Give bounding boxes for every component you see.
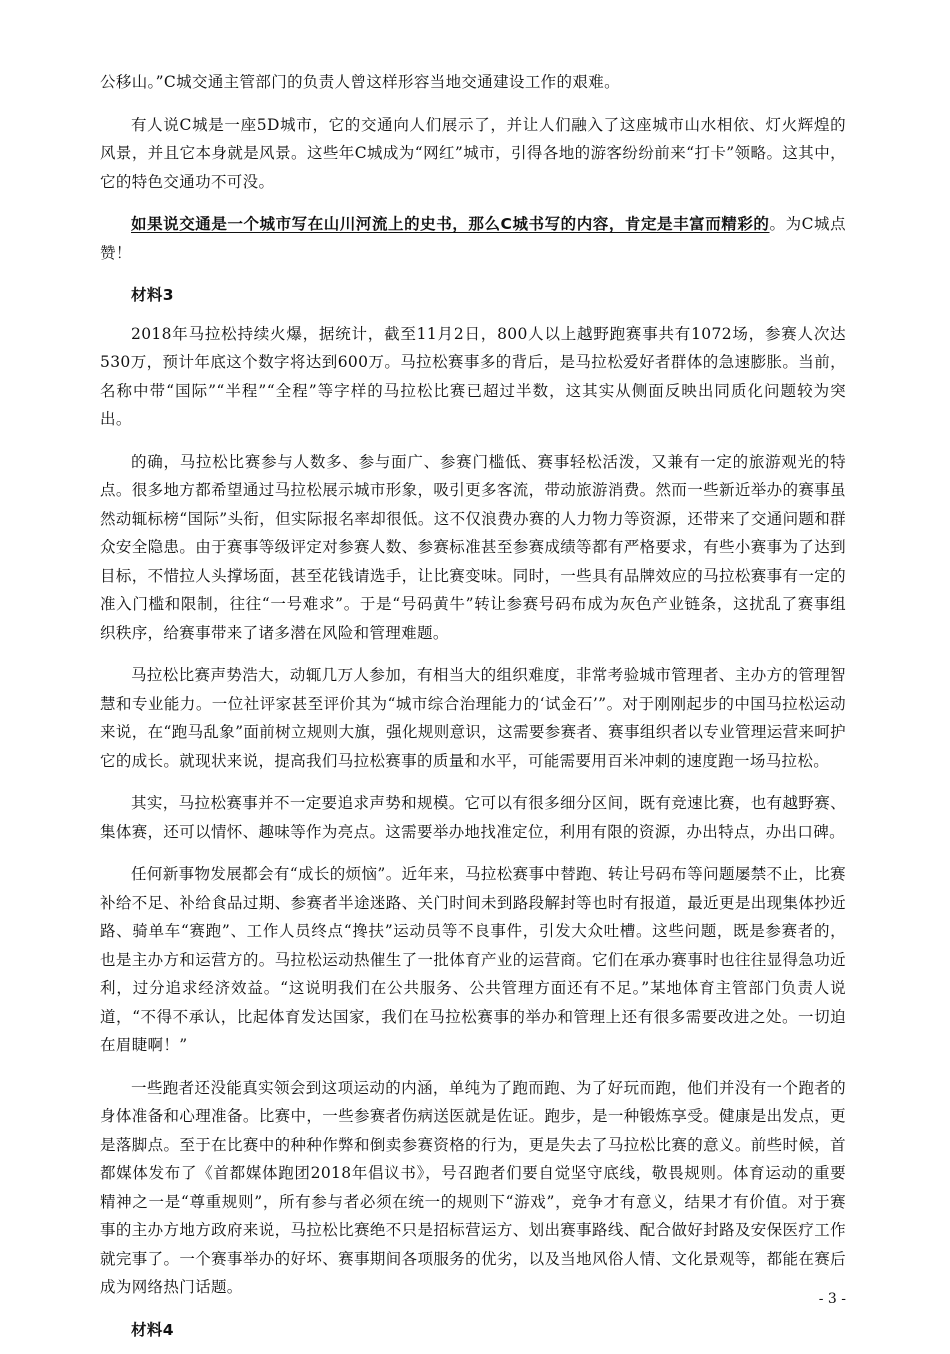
- heading-material-4: 材料4: [131, 1320, 174, 1339]
- paragraph-marathon-scale: 其实，马拉松赛事并不一定要追求声势和规模。它可以有很多细分区间，既有竞速比赛，也有越野赛、集体赛，还可以情怀、趣味等作为亮点。这需要举办地找准定位，利用有限的资源，办出特点，办出口碑。: [100, 794, 846, 841]
- paragraph-runners-rules: 一些跑者还没能真实领会到这项运动的内涵，单纯为了跑而跑、为了好玩而跑，他们并没有一个跑者的身体准备和心理准备。比赛中，一些参赛者伤病送医就是佐证。跑步，是一种锻炼享受。健康是出发点，更是落脚点。至于在比赛中的种种作弊和倒卖参赛资格的行为，更是失去了马拉松比赛的意义。前些时候，首都媒体发布了《首都媒体跑团2018年倡议书》，号召跑者们要自觉坚守底线，敬畏规则。体育运动的重要精神之一是“尊重规则”，所有参与者必须在统一的规则下“游戏”，竞争才有意义，结果才有价值。对于赛事的主办方地方政府来说，马拉松比赛绝不只是招标营运方、划出赛事路线、配合做好封路及安保医疗工作就完事了。一个赛事举办的好坏、赛事期间各项服务的优劣，以及当地风俗人情、文化景观等，都能在赛后成为网络热门话题。: [100, 1078, 846, 1296]
- paragraph-marathon-features: 的确，马拉松比赛参与人数多、参与面广、参赛门槛低、赛事轻松活泼，又兼有一定的旅游观光的特点。很多地方都希望通过马拉松展示城市形象，吸引更多客流，带动旅游消费。然而一些新近举办的赛事虽然动辄标榜“国际”头衔，但实际报名率却很低。这不仅浪费办赛的人力物力等资源，还带来了交通问题和群众安全隐患。由于赛事等级评定对参赛人数、参赛标准甚至参赛成绩等都有严格要求，有些小赛事为了达到目标，不惜拉人头撑场面，甚至花钱请选手，让比赛变味。同时，一些具有品牌效应的马拉松赛事有一定的准入门槛和限制，往往“一号难求”。于是“号码黄牛”转让参赛号码布成为灰色产业链条，这扰乱了赛事组织秩序，给赛事带来了诸多潜在风险和管理难题。: [100, 452, 846, 642]
- paragraph-5d-city: 有人说C城是一座5D城市，它的交通向人们展示了，并让人们融入了这座城市山水相依、灯火辉煌的风景，并且它本身就是风景。这些年C城成为“网红”城市，引得各地的游客纷纷前来“打卡”领略。这其中，它的特色交通功不可没。: [100, 115, 846, 191]
- paragraph-growing-pains: 任何新事物发展都会有“成长的烦恼”。近年来，马拉松赛事中替跑、转让号码布等问题屡禁不止，比赛补给不足、补给食品过期、参赛者半途迷路、关门时间未到路段解封等也时有报道，最近更是出现集体抄近路、骑单车“赛跑”、工作人员终点“搀扶”运动员等不良事件，引发大众吐槽。这些问题，既是参赛者的，也是主办方和运营方的。马拉松运动热催生了一批体育产业的运营商。它们在承办赛事时也往往显得急功近利，过分追求经济效益。“这说明我们在公共服务、公共管理方面还有不足。”某地体育主管部门负责人说道，“不得不承认，比起体育发达国家，我们在马拉松赛事的举办和管理上还有很多需要改进之处。一切迫在眉睫啊！”: [100, 865, 846, 1054]
- paragraph-praise-rest: 。为C城点赞！: [100, 215, 846, 262]
- emphasized-sentence: 如果说交通是一个城市写在山川河流上的史书，那么C城书写的内容，肯定是丰富而精彩的: [131, 215, 770, 233]
- page-number: - 3 -: [818, 1291, 846, 1307]
- paragraph-praise: [100, 210, 846, 267]
- heading-material-3: 材料3: [131, 286, 174, 304]
- paragraph-marathon-management: 马拉松比赛声势浩大，动辄几万人参加，有相当大的组织难度，非常考验城市管理者、主办方的管理智慧和专业能力。一位社评家甚至评价其为“城市综合治理能力的‘试金石’”。对于刚刚起步的中国马拉松运动来说，在“跑马乱象”面前树立规则大旗，强化规则意识，这需要参赛者、赛事组织者以专业管理运营来呵护它的成长。就现状来说，提高我们马拉松赛事的质量和水平，可能需要用百米冲刺的速度跑一场马拉松。: [100, 666, 846, 770]
- document-body: [100, 68, 846, 1354]
- paragraph-marathon-stats: 2018年马拉松持续火爆，据统计，截至11月2日，800人以上越野跑赛事共有1072场，参赛人次达530万，预计年底这个数字将达到600万。马拉松赛事多的背后，是马拉松爱好者群体的急速膨胀。当前，名称中带“国际”“半程”“全程”等字样的马拉松比赛已超过半数，这其实从侧面反映出同质化问题较为突出。: [100, 324, 846, 428]
- paragraph-continuation: 公移山。”C城交通主管部门的负责人曾这样形容当地交通建设工作的艰难。: [100, 73, 620, 91]
